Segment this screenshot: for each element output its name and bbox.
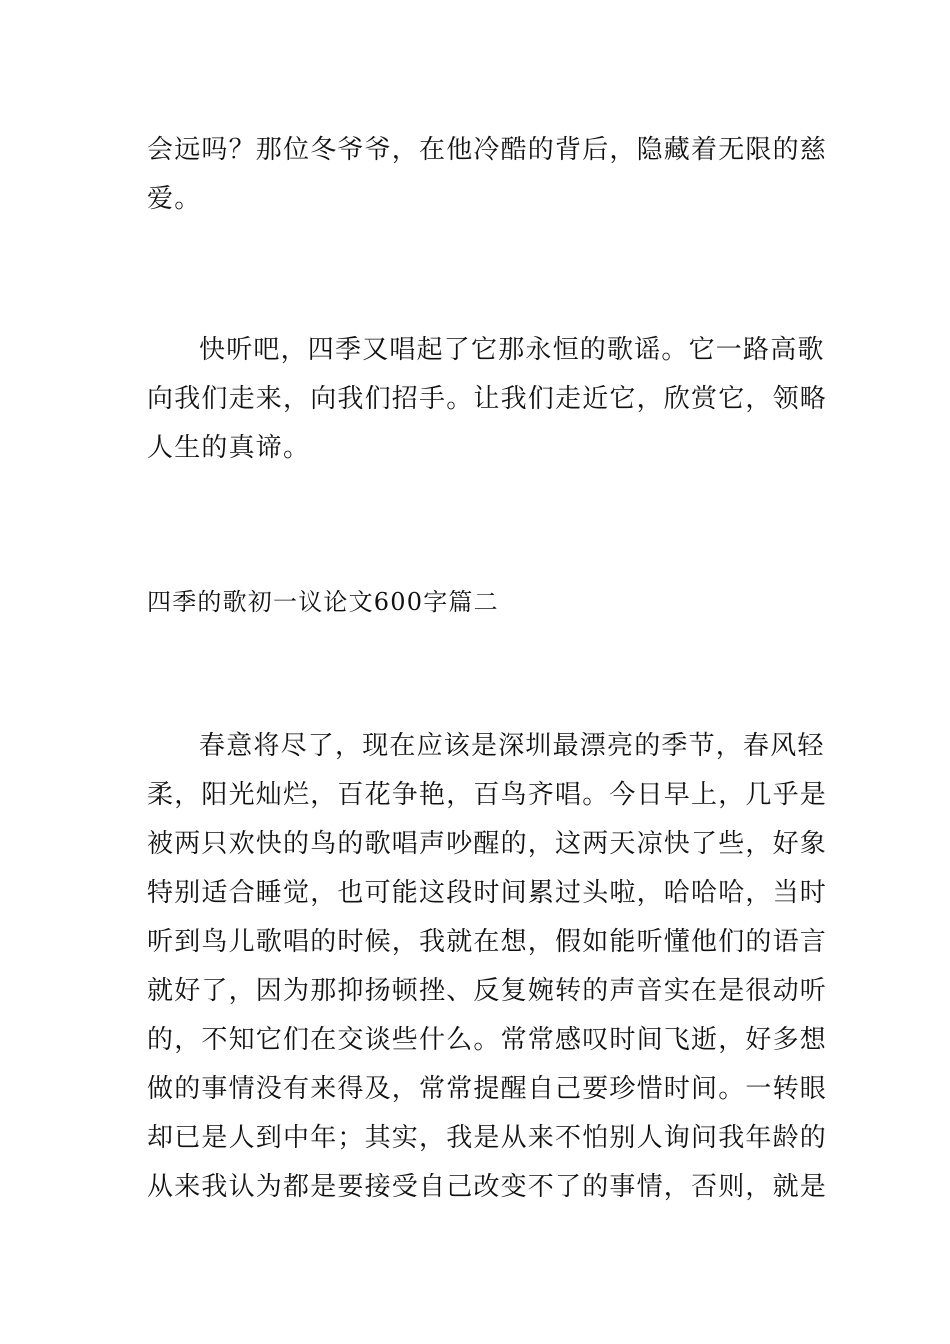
paragraph-line: 特别适合睡觉，也可能这段时间累过头啦，哈哈哈，当时 <box>147 878 828 908</box>
paragraph-line: 爱。 <box>147 184 202 214</box>
paragraph-line: 的，不知它们在交谈些什么。常常感叹时间飞逝，好多想 <box>147 1025 828 1055</box>
paragraph-line: 柔，阳光灿烂，百花争艳，百鸟齐唱。今日早上，几乎是 <box>147 780 828 810</box>
paragraph-line: 听到鸟儿歌唱的时候，我就在想，假如能听懂他们的语言 <box>147 927 828 957</box>
paragraph-line: 就好了，因为那抑扬顿挫、反复婉转的声音实在是很动听 <box>147 976 828 1006</box>
paragraph-line: 却已是人到中年；其实，我是从来不怕别人询问我年龄的 <box>147 1123 828 1153</box>
section-heading: 四季的歌初一议论文600字篇二 <box>147 588 499 616</box>
paragraph-line: 向我们走来，向我们招手。让我们走近它，欣赏它，领略 <box>147 384 828 414</box>
paragraph-1 <box>147 126 828 224</box>
paragraph-line: 春意将尽了，现在应该是深圳最漂亮的季节，春风轻 <box>199 731 825 761</box>
paragraph-line: 会远吗？那位冬爷爷，在他冷酷的背后，隐藏着无限的慈 <box>147 135 828 165</box>
paragraph-line: 人生的真谛。 <box>147 433 311 463</box>
paragraph-line: 做的事情没有来得及，常常提醒自己要珍惜时间。一转眼 <box>147 1074 828 1104</box>
paragraph-2 <box>147 326 828 473</box>
paragraph-3 <box>147 722 828 1212</box>
paragraph-line: 快听吧，四季又唱起了它那永恒的歌谣。它一路高歌 <box>199 335 825 365</box>
paragraph-line: 被两只欢快的鸟的歌唱声吵醒的，这两天凉快了些，好象 <box>147 829 828 859</box>
paragraph-line: 从来我认为都是要接受自己改变不了的事情，否则，就是 <box>147 1172 828 1202</box>
